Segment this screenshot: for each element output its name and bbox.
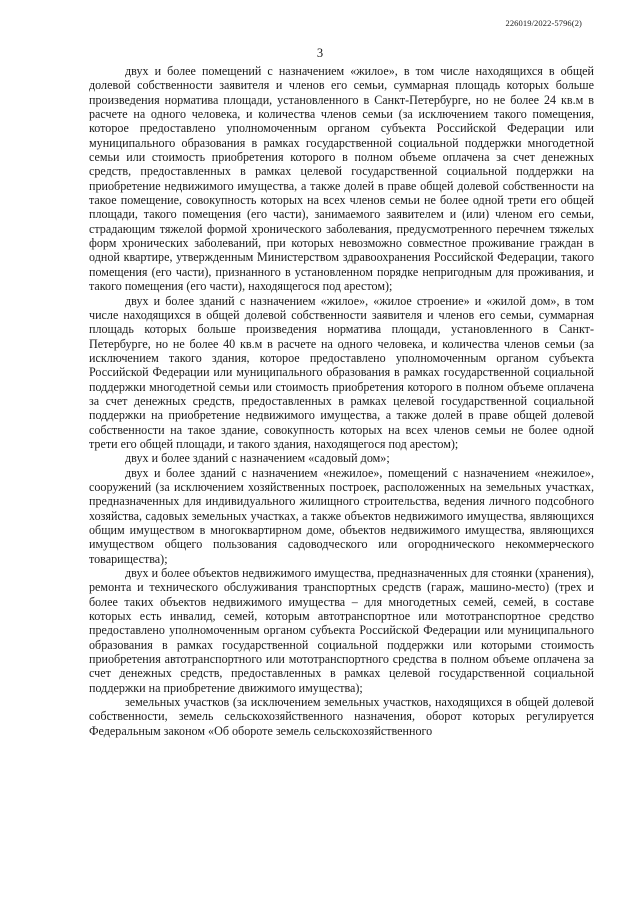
paragraph: земельных участков (за исключением земельных участков, находящихся в общей долевой собственности, земель сельскохозяйственного назначения, оборот которых регулируется Федеральным законом «Об обороте земель сельскохозяйственного: [89, 695, 594, 738]
document-body: [89, 64, 594, 738]
paragraph: двух и более зданий с назначением «нежилое», помещений с назначением «нежилое», сооружений (за исключением хозяйственных построек, расположенных на земельных участках, предназначенных для индивидуального жилищного строительства, ведения личного подсобного хозяйства, садовых земельных участках, а также объектов недвижимого имущества, являющихся общим имуществом в многоквартирном доме, объектов недвижимого имущества, являющихся имуществом общего пользования садоводческого или огороднического некоммерческого товарищества);: [89, 465, 594, 566]
paragraph: двух и более зданий с назначением «садовый дом»;: [125, 451, 390, 466]
document-id: 226019/2022-5796(2): [505, 18, 582, 28]
paragraph: двух и более объектов недвижимого имущества, предназначенных для стоянки (хранения), ремонта и технического обслуживания транспортных средств (гараж, машино-место) (трех и более таких объектов недвижимого имущества – для многодетных семей, семей, в составе которых есть инвалид, семей, которым автотранспортное или мототранспортное средство предоставлено уполномоченным органом субъекта Российской Федерации или муниципального образования в рамках государственной социальной поддержки или которыми стоимость приобретения автотранспортного или мототранспортного средства в полном объеме оплачена за счет денежных средств, предоставленных в рамках целевой государственной социальной поддержки на приобретение движимого имущества);: [89, 566, 594, 695]
paragraph: двух и более помещений с назначением «жилое», в том числе находящихся в общей долевой собственности заявителя и членов его семьи, суммарная площадь которых больше произведения норматива площади, установленного в Санкт-Петербурге, но не более 24 кв.м в расчете на одного человека, и количества членов семьи (за исключением такого помещения, которое предоставлено уполномоченным органом субъекта Российской Федерации или муниципального образования в рамках государственной социальной поддержки многодетной семьи или стоимость приобретения которого в полном объеме оплачена за счет денежных средств, предоставленных в рамках целевой государственной социальной поддержки на приобретение недвижимого имущества, а также долей в праве общей долевой собственности на такое помещение, совокупность которых на всех членов семьи не более одной трети его общей площади, такого помещения (его части), занимаемого заявителем и (или) членом его семьи, страдающим тяжелой формой хронического заболевания, предусмотренного перечнем тяжелых форм хронических заболеваний, при которых невозможно совместное проживание граждан в одной квартире, утвержденным Министерством здравоохранения Российской Федерации, такого помещения (его части), признанного в установленном порядке непригодным для проживания, и такого помещения (его части), находящегося под арестом);: [89, 64, 594, 294]
paragraph: двух и более зданий с назначением «жилое», «жилое строение» и «жилой дом», в том числе находящихся в общей долевой собственности заявителя и членов его семьи, суммарная площадь которых больше произведения норматива площади, установленного в Санкт-Петербурге, но не более 40 кв.м в расчете на одного человека, и количества членов семьи (за исключением такого здания, которое предоставлено уполномоченным органом субъекта Российской Федерации или муниципального образования в рамках государственной социальной поддержки многодетной семьи или стоимость приобретения которого в полном объеме оплачена за счет денежных средств, предоставленных в рамках целевой государственной социальной поддержки на приобретение недвижимого имущества, а также долей в праве общей долевой собственности на такое здание, совокупность которых на всех членов семьи не более одной трети его общей площади, и такого здания, находящегося под арестом);: [89, 293, 594, 451]
page-number: 3: [316, 46, 324, 60]
